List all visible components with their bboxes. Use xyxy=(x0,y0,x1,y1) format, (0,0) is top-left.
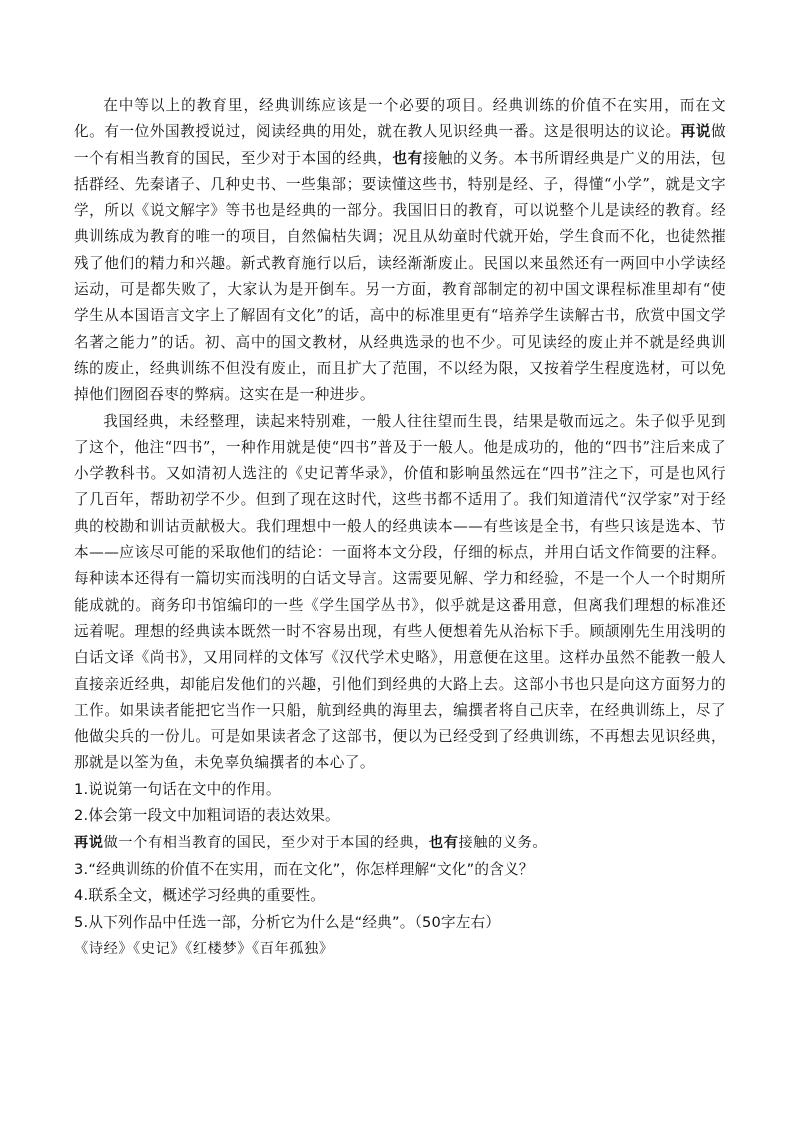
passage-text: 在中等以上的教育里，经典训练应该是一个必要的项目。经典训练的价值不在实用，而在文化。有一位外国教授说过，阅读经典的用处，就在教人见识经典一番。这是很明达的议论。 xyxy=(74,97,726,141)
passage-paragraph-1 xyxy=(74,93,726,409)
document-page xyxy=(74,93,726,963)
works-list: 《诗经》《史记》《红楼梦》《百年孤独》 xyxy=(74,941,334,958)
question-2: 2.体会第一段文中加粗词语的表达效果。 xyxy=(74,807,340,825)
quoted-sentence xyxy=(74,830,726,857)
question-5: 5.从下列作品中任选一部，分析它为什么是“经典”。（50字左右） xyxy=(74,913,501,931)
question-1: 1.说说第一句话在文中的作用。 xyxy=(74,780,281,798)
quoted-text: 接触的义务。 xyxy=(458,834,548,851)
bold-phrase-zaishuo: 再说 xyxy=(680,123,711,141)
question-4: 4.联系全文，概述学习经典的重要性。 xyxy=(74,887,326,905)
passage-text: 接触的义务。本书所谓经典是广义的用法，包括群经、先秦诸子、几种史书、一些集部；要读懂这些书，特别是经、子，得懂“小学”，就是文字学，所以《说文解字》等书也是经典的一部分。我国旧日的教育，可以说整个儿是读经的教育。经典训练成为教育的唯一的项目，自然偏枯失调；况且从幼童时代就开始，学生食而不化，也徒然摧残了他们的精力和兴趣。新式教育施行以后，读经渐渐废止。民国以来虽然还有一两回中小学读经运动，可是都失败了，大家认为是开倒车。另一方面，教育部制定的初中国文课程标准里却有“使学生从本国语言文字上了解固有文化”的话，高中的标准里更有“培养学生读解古书，欣赏中国文学名著之能力”的话。初、高中的国文教材，从经典选录的也不少。可见读经的废止并不就是经典训练的废止，经典训练不但没有废止，而且扩大了范围，不以经为限，又按着学生程度选材，可以免掉他们囫囵吞枣的弊病。这实在是一种进步。 xyxy=(74,149,726,404)
passage-paragraph-2: 我国经典，未经整理，读起来特别难，一般人往往望而生畏，结果是敬而远之。朱子似乎见到了这个，他注“四书”，一种作用就是使“四书”普及于一般人。他是成功的，他的“四书”注后来成了小学教科书。又如清初人选注的《史记菁华录》，价值和影响虽然远在“四书”注之下，可是也风行了几百年，帮助初学不少。但到了现在这时代，这些书都不适用了。我们知道清代“汉学家”对于经典的校勘和训诂贡献极大。我们理想中一般人的经典读本——有些该是全书，有些只该是选本、节本——应该尽可能的采取他们的结论：一面将本文分段，仔细的标点，并用白话文作简要的注释。每种读本还得有一篇切实而浅明的白话文导言。这需要见解、学力和经验，不是一个人一个时期所能成就的。商务印书馆编印的一些《学生国学丛书》，似乎就是这番用意，但离我们理想的标准还远着呢。理想的经典读本既然一时不容易出现，有些人便想着先从治标下手。顾颉刚先生用浅明的白话文译《尚书》，又用同样的文体写《汉代学术史略》，用意便在这里。这样办虽然不能教一般人直接亲近经典，却能启发他们的兴趣，引他们到经典的大路上去。这部小书也只是向这方面努力的工作。如果读者能把它当作一只船，航到经典的海里去，编撰者将自己庆幸，在经典训练上，尽了他做尖兵的一份儿。可是如果读者念了这部书，便以为已经受到了经典训练，不再想去见识经典，那就是以筌为鱼，未免辜负编撰者的本心了。 xyxy=(74,412,726,772)
question-3: 3.“经典训练的价值不在实用，而在文化”，你怎样理解“文化”的含义？ xyxy=(74,860,534,878)
quoted-text: 做一个有相当教育的国民，至少对于本国的经典， xyxy=(103,834,429,851)
bold-phrase-yeyou: 也有 xyxy=(392,149,423,167)
bold-phrase-yeyou: 也有 xyxy=(428,834,459,851)
passage-text: 做一个有相当教育的国民，至少对于本国的经典， xyxy=(74,123,726,167)
bold-phrase-zaishuo: 再说 xyxy=(74,834,104,851)
